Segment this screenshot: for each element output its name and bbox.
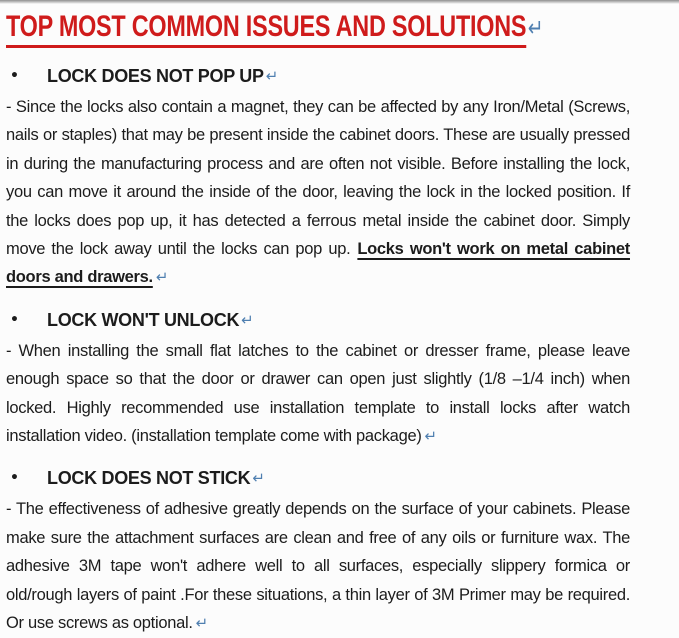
- bold-underlined-note: Locks won't work on metal cabinet doors and drawers.: [6, 240, 630, 287]
- paragraph-return-icon: ↵: [241, 310, 254, 329]
- heading-text: LOCK DOES NOT POP UP: [47, 66, 264, 86]
- paragraph-return-icon: ↵: [424, 427, 437, 446]
- document-title: [6, 7, 630, 44]
- page-top-edge: [0, 0, 679, 4]
- heading-text: LOCK DOES NOT STICK: [47, 468, 251, 489]
- bullet-icon: •: [10, 68, 19, 84]
- section-heading-lock-wont-unlock: [6, 308, 630, 332]
- title-wrapper: [6, 10, 543, 44]
- section-paragraph: [6, 337, 630, 451]
- paragraph-return-icon: ↵: [252, 469, 265, 488]
- section-heading-lock-does-not-pop-up: [6, 64, 630, 88]
- heading-text: LOCK WON'T UNLOCK: [47, 309, 240, 330]
- paragraph-return-icon: ↵: [195, 614, 208, 633]
- paragraph-return-icon: ↵: [155, 268, 169, 287]
- paragraph-text: - The effectiveness of adhesive greatly depends on the surface of your cabinets. Please make sure the attachment surfaces are clean and free of any oils or furniture wax. The adhesive 3M tape won't adhere well to all surfaces, especially slippery formica or old/rough layers of paint .For these situations, a thin layer of 3M Primer may be required. Or use screws as optional.: [6, 500, 630, 633]
- paragraph-return-icon: ↵: [265, 67, 278, 85]
- title-text: TOP MOST COMMON ISSUES AND SOLUTIONS: [6, 10, 526, 48]
- section-paragraph: [6, 93, 630, 292]
- paragraph-text: - When installing the small flat latches to the cabinet or dresser frame, please leave enough space so that the door or drawer can open just slightly (1/8 –1/4 inch) when locked. Highly recommended use installation template to install locks after watch installation video. (installation template come with package): [6, 341, 630, 446]
- paragraph-return-icon: ↵: [527, 14, 544, 42]
- section-heading-lock-does-not-stick: [6, 466, 630, 490]
- section-paragraph: [6, 495, 630, 637]
- paragraph-text: - Since the locks also contain a magnet, they can be affected by any Iron/Metal (Screws, nails or staples) that may be present inside the cabinet doors. These are usually pressed in during the manufacturing process and are often not visible. Before installing the lock, you can move it around the inside of the door, leaving the lock in the locked position. If the locks does pop up, it has detected a ferrous metal inside the cabinet door. Simply move the lock away until the locks can pop up.: [6, 98, 630, 259]
- bullet-icon: •: [10, 470, 19, 487]
- bullet-icon: •: [10, 311, 19, 328]
